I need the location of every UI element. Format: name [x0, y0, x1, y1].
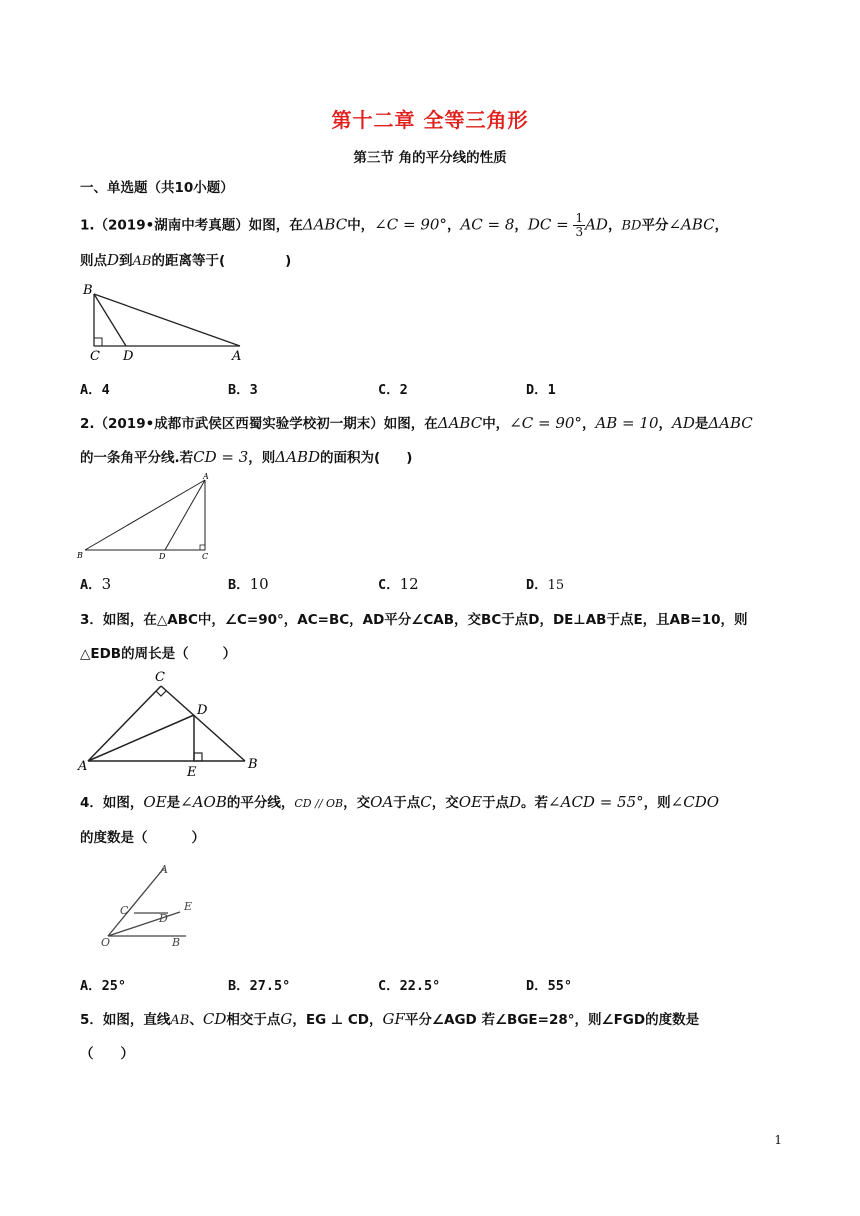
q1-triangle-figure [80, 280, 260, 362]
q4-label-o: O [101, 936, 111, 949]
q2-option-b[interactable]: B．10 [228, 575, 269, 593]
q2-label-c: C [202, 552, 209, 561]
q4-label-a: A [160, 863, 168, 876]
q4-line1: 4．如图，OE是∠AOB的平分线，CD // OB，交OA于点C，交OE于点D。若∠ACD = 55°，则∠CDO [80, 793, 720, 811]
part-heading: 一、单选题（共10小题） [80, 180, 234, 196]
q2-option-c[interactable]: C．12 [378, 575, 419, 593]
q1-label-b: B [83, 283, 93, 298]
q4-label-b: B [172, 936, 181, 949]
q2-label-d: D [159, 552, 166, 561]
q1-dc: DC = [527, 215, 569, 234]
page-number: 1 [774, 1133, 782, 1147]
q3-triangle-figure [78, 668, 268, 780]
q4-label-e: E [184, 900, 193, 913]
q1-option-b[interactable]: B．3 [228, 382, 258, 398]
q2-option-a[interactable]: A．3 [80, 575, 112, 593]
q3-label-c: C [155, 670, 165, 685]
q4-option-b[interactable]: B．27.5° [228, 978, 291, 994]
q4-option-a[interactable]: A．25° [80, 978, 127, 994]
q1-label-d: D [123, 349, 134, 364]
q1-line1: 1.（2019•湖南中考真题）如图，在ΔABC中，∠C = 90°，AC = 8，DC = $\frac{1}{3}$ AD，BD平分∠ABC， [80, 211, 729, 239]
q3-label-b: B [248, 757, 258, 772]
q4-option-d[interactable]: D．55° [526, 978, 573, 994]
q3-label-d: D [197, 703, 208, 718]
q2-line1: 2.（2019•成都市武侯区西蜀实验学校初一期末）如图，在ΔABC中，∠C = 90°，AB = 10，AD是ΔABC [80, 414, 753, 432]
section-title: 第三节 角的平分线的性质 [353, 150, 507, 166]
q1-angle-abc: ∠ABC [668, 215, 715, 234]
q4-label-d: D [159, 912, 168, 925]
q4-line2: 的度数是（ ） [80, 830, 205, 846]
q1-option-c[interactable]: C．2 [378, 382, 408, 398]
q1-ac: AC = 8 [460, 215, 515, 234]
q3-line2: △EDB的周长是（ ） [80, 646, 237, 662]
q5-line2: （ ） [80, 1046, 134, 1062]
q4-label-c: C [120, 904, 129, 917]
q2-line2: 的一条角平分线.若CD = 3，则ΔABD的面积为( ) [80, 448, 413, 466]
q2-option-d[interactable]: D．15 [526, 577, 565, 593]
q4-angle-figure [98, 858, 208, 950]
q5-line1: 5．如图，直线AB、CD相交于点G，EG ⊥ CD，GF平分∠AGD 若∠BGE=28°，则∠FGD的度数是 [80, 1010, 700, 1028]
q1-label-a: A [232, 349, 242, 364]
q1-option-d[interactable]: D．1 [526, 382, 556, 398]
q1-angle-c: ∠C = 90° [374, 215, 447, 234]
chapter-title: 第十二章 全等三角形 [331, 108, 529, 132]
q3-label-e: E [187, 765, 197, 780]
q1-line2: 则点D到AB的距离等于( ) [80, 251, 292, 269]
q1-label-c: C [90, 349, 100, 364]
q1-fraction: $\frac{1}{3}$ [575, 211, 584, 239]
q1-option-a[interactable]: A．4 [80, 382, 110, 398]
q1-triangle-abc: ΔABC [302, 215, 348, 234]
q2-label-b: B [77, 551, 83, 560]
q3-label-a: A [78, 759, 88, 774]
q2-triangle-figure [75, 472, 220, 564]
q4-option-c[interactable]: C．22.5° [378, 978, 441, 994]
q2-label-a: A [203, 472, 209, 481]
q3-line1: 3．如图，在△ABC中，∠C=90°，AC=BC，AD平分∠CAB，交BC于点D，DE⊥AB于点E，且AB=10，则 [80, 612, 748, 628]
